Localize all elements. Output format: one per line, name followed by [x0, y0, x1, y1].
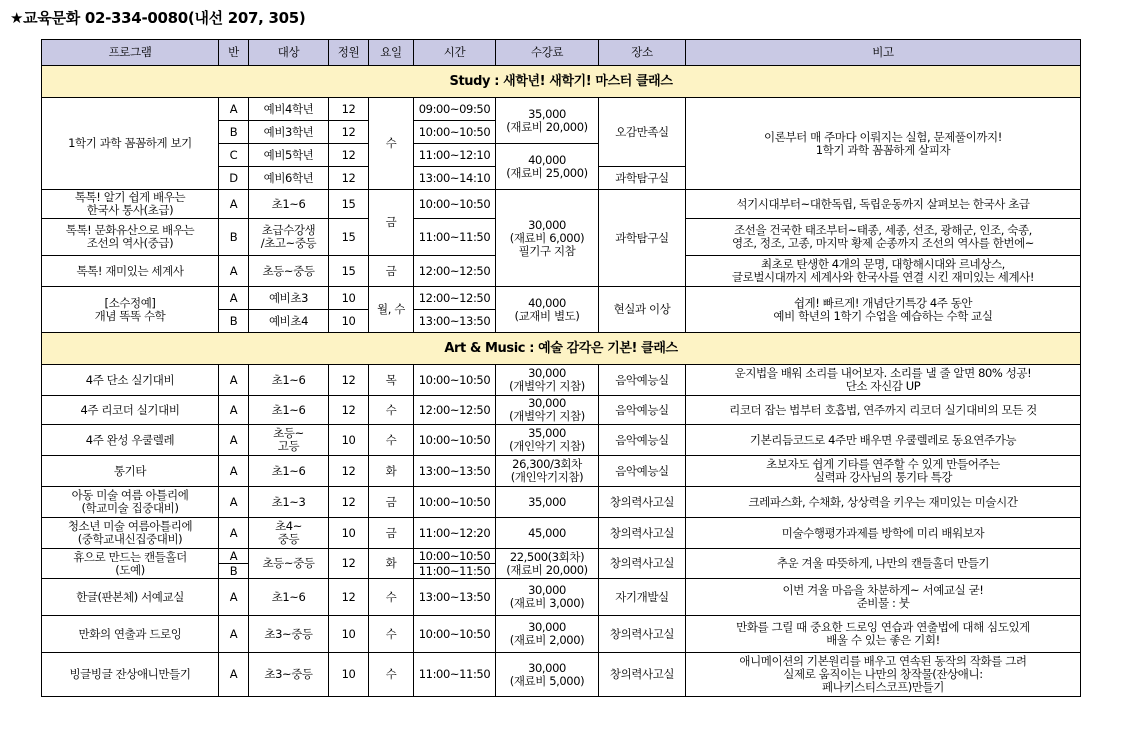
program-name: 4주 단소 실기대비 — [42, 365, 219, 396]
class-label: A — [219, 579, 249, 616]
header-program: 프로그램 — [42, 40, 219, 66]
time-cell: 11:00~11:50 — [414, 564, 496, 579]
place-cell: 창의력사고실 — [599, 549, 686, 579]
time-cell: 10:00~10:50 — [414, 616, 496, 653]
time-cell: 10:00~10:50 — [414, 425, 496, 456]
capacity-cell: 15 — [329, 256, 369, 287]
page-title: ★교육문화 02-334-0080(내선 207, 305) — [10, 9, 306, 27]
target-cell: 초4~ 중등 — [249, 518, 329, 549]
fee-cell: 22,500(3회차) (재료비 20,000) — [496, 549, 599, 579]
place-cell: 음악예능실 — [599, 365, 686, 396]
note-cell: 기본리듬코드로 4주만 배우면 우쿨렐레로 동요연주가능 — [686, 425, 1081, 456]
day-cell: 금 — [369, 518, 414, 549]
class-label: A — [219, 365, 249, 396]
target-cell: 예비6학년 — [249, 167, 329, 190]
table-row — [42, 487, 1081, 518]
place-cell: 음악예능실 — [599, 396, 686, 425]
note-cell: 쉽게! 빠르게! 개념단기특강 4주 동안 예비 학년의 1학기 수업을 예습하는 수학 교실 — [686, 287, 1081, 333]
time-cell: 13:00~13:50 — [414, 310, 496, 333]
day-cell: 금 — [369, 190, 414, 256]
time-cell: 12:00~12:50 — [414, 256, 496, 287]
day-cell: 수 — [369, 653, 414, 697]
note-cell: 초보자도 쉽게 기타를 연주할 수 있게 만들어주는 실력파 강사님의 통기타 특강 — [686, 456, 1081, 487]
header-day: 요일 — [369, 40, 414, 66]
capacity-cell: 12 — [329, 167, 369, 190]
fee-cell: 35,000 (재료비 20,000) — [496, 98, 599, 144]
capacity-cell: 10 — [329, 287, 369, 310]
table-row — [42, 98, 1081, 121]
day-cell: 수 — [369, 98, 414, 190]
place-cell: 현실과 이상 — [599, 287, 686, 333]
capacity-cell: 10 — [329, 425, 369, 456]
note-cell: 추운 겨울 따뜻하게, 나만의 캔들홀더 만들기 — [686, 549, 1081, 579]
header-class: 반 — [219, 40, 249, 66]
time-cell: 13:00~14:10 — [414, 167, 496, 190]
capacity-cell: 10 — [329, 653, 369, 697]
target-cell: 초1~6 — [249, 579, 329, 616]
day-cell: 목 — [369, 365, 414, 396]
time-cell: 11:00~11:50 — [414, 653, 496, 697]
class-label: A — [219, 256, 249, 287]
program-name: 톡톡! 문화유산으로 배우는 조선의 역사(중급) — [42, 219, 219, 256]
target-cell: 초3~중등 — [249, 653, 329, 697]
capacity-cell: 12 — [329, 98, 369, 121]
class-label: A — [219, 190, 249, 219]
section-title: Study : 새학년! 새학기! 마스터 클래스 — [42, 66, 1081, 98]
note-cell: 석기시대부터~대한독립, 독립운동까지 살펴보는 한국사 초급 — [686, 190, 1081, 219]
class-label: A — [219, 487, 249, 518]
note-cell: 리코더 잡는 법부터 호흡법, 연주까지 리코더 실기대비의 모든 것 — [686, 396, 1081, 425]
class-label: A — [219, 98, 249, 121]
class-label: A — [219, 456, 249, 487]
note-cell: 미술수행평가과제를 방학에 미리 배워보자 — [686, 518, 1081, 549]
section-art — [42, 333, 1081, 365]
section-study — [42, 66, 1081, 98]
note-cell: 이번 겨울 마음을 차분하게~ 서예교실 굳! 준비물 : 붓 — [686, 579, 1081, 616]
time-cell: 10:00~10:50 — [414, 365, 496, 396]
note-cell: 운지법을 배워 소리를 내어보자. 소리를 낼 줄 알면 80% 성공! 단소 자신감 UP — [686, 365, 1081, 396]
program-name: 빙글빙글 잔상애니만들기 — [42, 653, 219, 697]
capacity-cell: 12 — [329, 144, 369, 167]
capacity-cell: 10 — [329, 616, 369, 653]
table-row — [42, 549, 1081, 564]
program-name: 한글(판본체) 서예교실 — [42, 579, 219, 616]
time-cell: 13:00~13:50 — [414, 579, 496, 616]
capacity-cell: 10 — [329, 310, 369, 333]
target-cell: 초1~6 — [249, 190, 329, 219]
capacity-cell: 12 — [329, 487, 369, 518]
header-row — [42, 40, 1081, 66]
day-cell: 금 — [369, 256, 414, 287]
note-cell: 크레파스화, 수채화, 상상력을 키우는 재미있는 미술시간 — [686, 487, 1081, 518]
day-cell: 수 — [369, 616, 414, 653]
table-row — [42, 579, 1081, 616]
capacity-cell: 12 — [329, 549, 369, 579]
day-cell: 수 — [369, 425, 414, 456]
table-row — [42, 653, 1081, 697]
fee-cell: 30,000 (재료비 6,000) 필기구 지참 — [496, 190, 599, 287]
class-label: A — [219, 653, 249, 697]
capacity-cell: 12 — [329, 579, 369, 616]
target-cell: 초3~중등 — [249, 616, 329, 653]
class-label: B — [219, 121, 249, 144]
header-place: 장소 — [599, 40, 686, 66]
header-time: 시간 — [414, 40, 496, 66]
capacity-cell: 12 — [329, 121, 369, 144]
table-row — [42, 287, 1081, 310]
class-label: A — [219, 287, 249, 310]
fee-cell: 40,000 (재료비 25,000) — [496, 144, 599, 190]
fee-cell: 30,000 (재료비 2,000) — [496, 616, 599, 653]
class-label: A — [219, 616, 249, 653]
target-cell: 초등~ 고등 — [249, 425, 329, 456]
capacity-cell: 12 — [329, 365, 369, 396]
class-label: B — [219, 310, 249, 333]
program-name: 청소년 미술 여름아틀리에 (중학교내신집중대비) — [42, 518, 219, 549]
place-cell: 과학탐구실 — [599, 190, 686, 287]
capacity-cell: 12 — [329, 456, 369, 487]
place-cell: 음악예능실 — [599, 425, 686, 456]
table-row — [42, 365, 1081, 396]
program-name: [소수정예] 개념 똑똑 수학 — [42, 287, 219, 333]
program-table — [41, 39, 1081, 697]
time-cell: 09:00~09:50 — [414, 98, 496, 121]
time-cell: 11:00~12:20 — [414, 518, 496, 549]
place-cell: 음악예능실 — [599, 456, 686, 487]
fee-cell: 30,000 (재료비 3,000) — [496, 579, 599, 616]
capacity-cell: 12 — [329, 396, 369, 425]
table-row — [42, 616, 1081, 653]
section-title: Art & Music : 예술 감각은 기본! 클래스 — [42, 333, 1081, 365]
target-cell: 초1~3 — [249, 487, 329, 518]
target-cell: 초1~6 — [249, 396, 329, 425]
day-cell: 월, 수 — [369, 287, 414, 333]
class-label: A — [219, 518, 249, 549]
place-cell: 창의력사고실 — [599, 616, 686, 653]
day-cell: 화 — [369, 456, 414, 487]
place-cell: 창의력사고실 — [599, 487, 686, 518]
place-cell: 창의력사고실 — [599, 653, 686, 697]
time-cell: 13:00~13:50 — [414, 456, 496, 487]
target-cell: 초1~6 — [249, 456, 329, 487]
note-cell: 만화를 그릴 때 중요한 드로잉 연습과 연출법에 대해 심도있게 배울 수 있는 좋은 기회! — [686, 616, 1081, 653]
note-cell: 조선을 건국한 태조부터~태종, 세종, 선조, 광해군, 인조, 숙종, 영조, 정조, 고종, 마지막 황제 순종까지 조선의 역사를 한번에~ — [686, 219, 1081, 256]
time-cell: 12:00~12:50 — [414, 287, 496, 310]
capacity-cell: 15 — [329, 190, 369, 219]
table-row — [42, 518, 1081, 549]
time-cell: 11:00~11:50 — [414, 219, 496, 256]
time-cell: 10:00~10:50 — [414, 121, 496, 144]
target-cell: 예비초3 — [249, 287, 329, 310]
time-cell: 11:00~12:10 — [414, 144, 496, 167]
header-capacity: 정원 — [329, 40, 369, 66]
fee-cell: 35,000 — [496, 487, 599, 518]
target-cell: 예비5학년 — [249, 144, 329, 167]
program-name: 휴으로 만드는 캔들홀더 (도예) — [42, 549, 219, 579]
target-cell: 예비초4 — [249, 310, 329, 333]
header-fee: 수강료 — [496, 40, 599, 66]
table-row — [42, 190, 1081, 219]
time-cell: 10:00~10:50 — [414, 487, 496, 518]
table-row — [42, 456, 1081, 487]
class-label: B — [219, 219, 249, 256]
target-cell: 예비4학년 — [249, 98, 329, 121]
header-target: 대상 — [249, 40, 329, 66]
day-cell: 화 — [369, 549, 414, 579]
program-name: 만화의 연출과 드로잉 — [42, 616, 219, 653]
program-name: 4주 완성 우쿨렐레 — [42, 425, 219, 456]
time-cell: 10:00~10:50 — [414, 549, 496, 564]
program-name: 톡톡! 알기 쉽게 배우는 한국사 통사(초급) — [42, 190, 219, 219]
place-cell: 창의력사고실 — [599, 518, 686, 549]
class-label: A — [219, 425, 249, 456]
program-name: 아동 미술 여름 아틀리에 (학교미술 집중대비) — [42, 487, 219, 518]
fee-cell: 40,000 (교재비 별도) — [496, 287, 599, 333]
day-cell: 금 — [369, 487, 414, 518]
fee-cell: 30,000 (재료비 5,000) — [496, 653, 599, 697]
place-cell: 자기개발실 — [599, 579, 686, 616]
class-label: A — [219, 549, 249, 564]
program-name: 톡톡! 재미있는 세계사 — [42, 256, 219, 287]
day-cell: 수 — [369, 396, 414, 425]
fee-cell: 45,000 — [496, 518, 599, 549]
time-cell: 10:00~10:50 — [414, 190, 496, 219]
class-label: A — [219, 396, 249, 425]
note-cell: 이론부터 매 주마다 이뤄지는 실험, 문제풀이까지! 1학기 과학 꼼꼼하게 살피자 — [686, 98, 1081, 190]
capacity-cell: 15 — [329, 219, 369, 256]
fee-cell: 26,300/3회차 (개인악기지참) — [496, 456, 599, 487]
program-name: 4주 리코더 실기대비 — [42, 396, 219, 425]
time-cell: 12:00~12:50 — [414, 396, 496, 425]
header-note: 비고 — [686, 40, 1081, 66]
place-cell: 오감만족실 — [599, 98, 686, 167]
day-cell: 수 — [369, 579, 414, 616]
capacity-cell: 10 — [329, 518, 369, 549]
table-row — [42, 425, 1081, 456]
target-cell: 초등~중등 — [249, 256, 329, 287]
class-label: D — [219, 167, 249, 190]
fee-cell: 35,000 (개인악기 지참) — [496, 425, 599, 456]
program-name: 통기타 — [42, 456, 219, 487]
target-cell: 예비3학년 — [249, 121, 329, 144]
target-cell: 초1~6 — [249, 365, 329, 396]
fee-cell: 30,000 (개별악기 지참) — [496, 396, 599, 425]
note-cell: 애니메이션의 기본원리를 배우고 연속된 동작의 작화를 그려 실제로 움직이는 나만의 창작물(잔상애니: 페나키스티스코프)만들기 — [686, 653, 1081, 697]
table-row — [42, 396, 1081, 425]
target-cell: 초급수강생 /초고~중등 — [249, 219, 329, 256]
fee-cell: 30,000 (개별악기 지참) — [496, 365, 599, 396]
class-label: C — [219, 144, 249, 167]
target-cell: 초등~중등 — [249, 549, 329, 579]
program-name: 1학기 과학 꼼꼼하게 보기 — [42, 98, 219, 190]
class-label: B — [219, 564, 249, 579]
note-cell: 최초로 탄생한 4개의 문명, 대항해시대와 르네상스, 글로벌시대까지 세계사와 한국사를 연결 시킨 재미있는 세계사! — [686, 256, 1081, 287]
place-cell: 과학탐구실 — [599, 167, 686, 190]
